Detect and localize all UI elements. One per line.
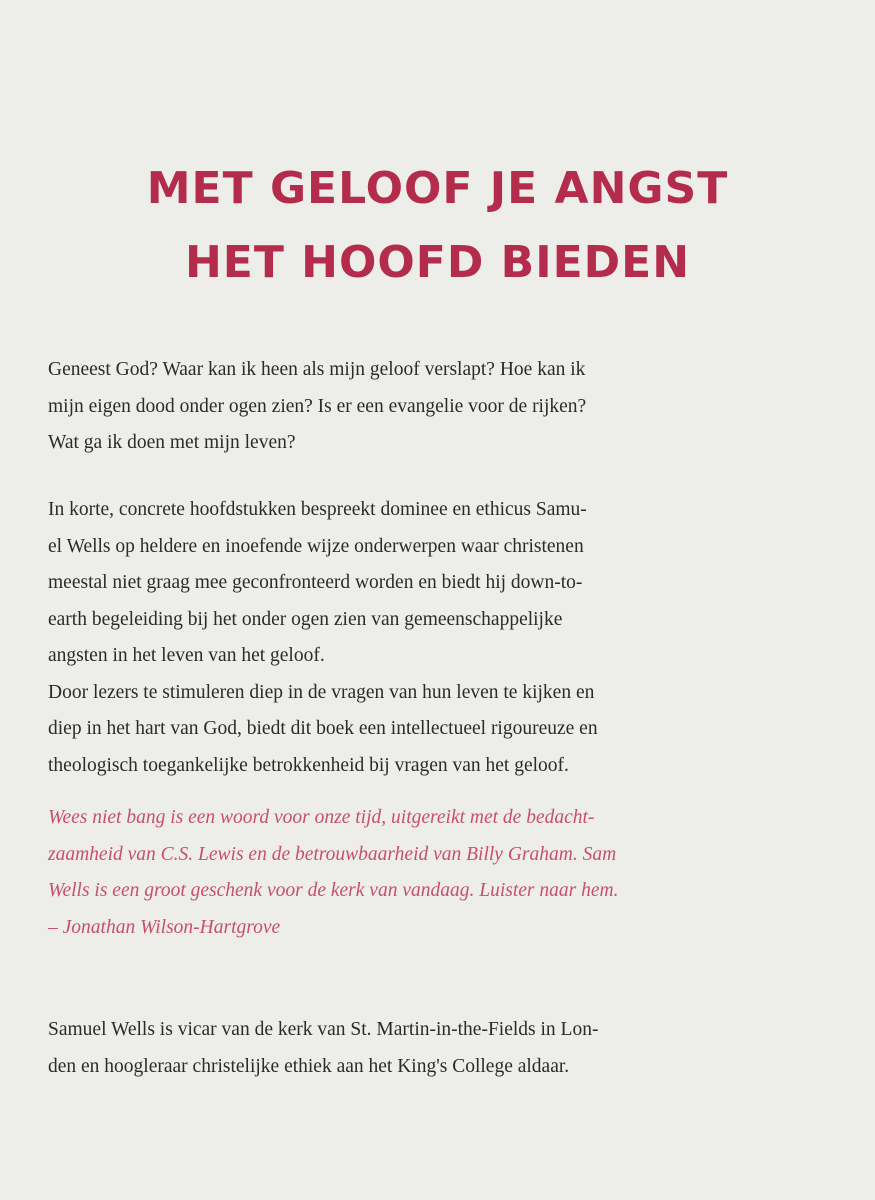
text-line: Geneest God? Waar kan ik heen als mijn geloof verslapt? Hoe kan ik [48, 359, 586, 380]
text-line: Wells is een groot geschenk voor de kerk van vandaag. Luister naar hem. [48, 880, 619, 901]
text-line: In korte, concrete hoofdstukken bespreekt dominee en ethicus Samu- [48, 499, 587, 520]
description-paragraph [48, 492, 828, 784]
endorsement-quote [48, 800, 828, 946]
text-line: earth begeleiding bij het onder ogen zien van gemeenschappelijke [48, 608, 563, 630]
text-line: angsten in het leven van het geloof. [48, 645, 325, 666]
intro-questions-paragraph [48, 352, 828, 462]
title-line-1: MET GELOOF JE ANGST [146, 163, 729, 214]
text-line: Samuel Wells is vicar van de kerk van St. Martin-in-the-Fields in Lon- [48, 1019, 599, 1040]
text-line: meestal niet graag mee geconfronteerd worden en biedt hij down-to- [48, 572, 583, 593]
title-line-2: HET HOOFD BIEDEN [184, 237, 691, 288]
text-line: diep in het hart van God, biedt dit boek een intellectueel rigoureuze en [48, 718, 598, 739]
text-line: theologisch toegankelijke betrokkenheid bij vragen van het geloof. [48, 754, 569, 776]
text-line: Wat ga ik doen met mijn leven? [48, 432, 296, 453]
text-line: mijn eigen dood onder ogen zien? Is er een evangelie voor de rijken? [48, 395, 587, 417]
quote-attribution: – Jonathan Wilson-Hartgrove [48, 916, 281, 938]
text-line: zaamheid van C.S. Lewis en de betrouwbaarheid van Billy Graham. Sam [48, 843, 617, 865]
author-bio [48, 1012, 828, 1085]
book-title [0, 152, 875, 300]
text-line: den en hoogleraar christelijke ethiek aan het King's College aldaar. [48, 1055, 570, 1077]
text-line: Door lezers te stimuleren diep in de vragen van hun leven te kijken en [48, 681, 595, 703]
text-line: Wees niet bang is een woord voor onze tijd, uitgereikt met de bedacht- [48, 807, 595, 828]
text-line: el Wells op heldere en inoefende wijze onderwerpen waar christenen [48, 535, 584, 557]
